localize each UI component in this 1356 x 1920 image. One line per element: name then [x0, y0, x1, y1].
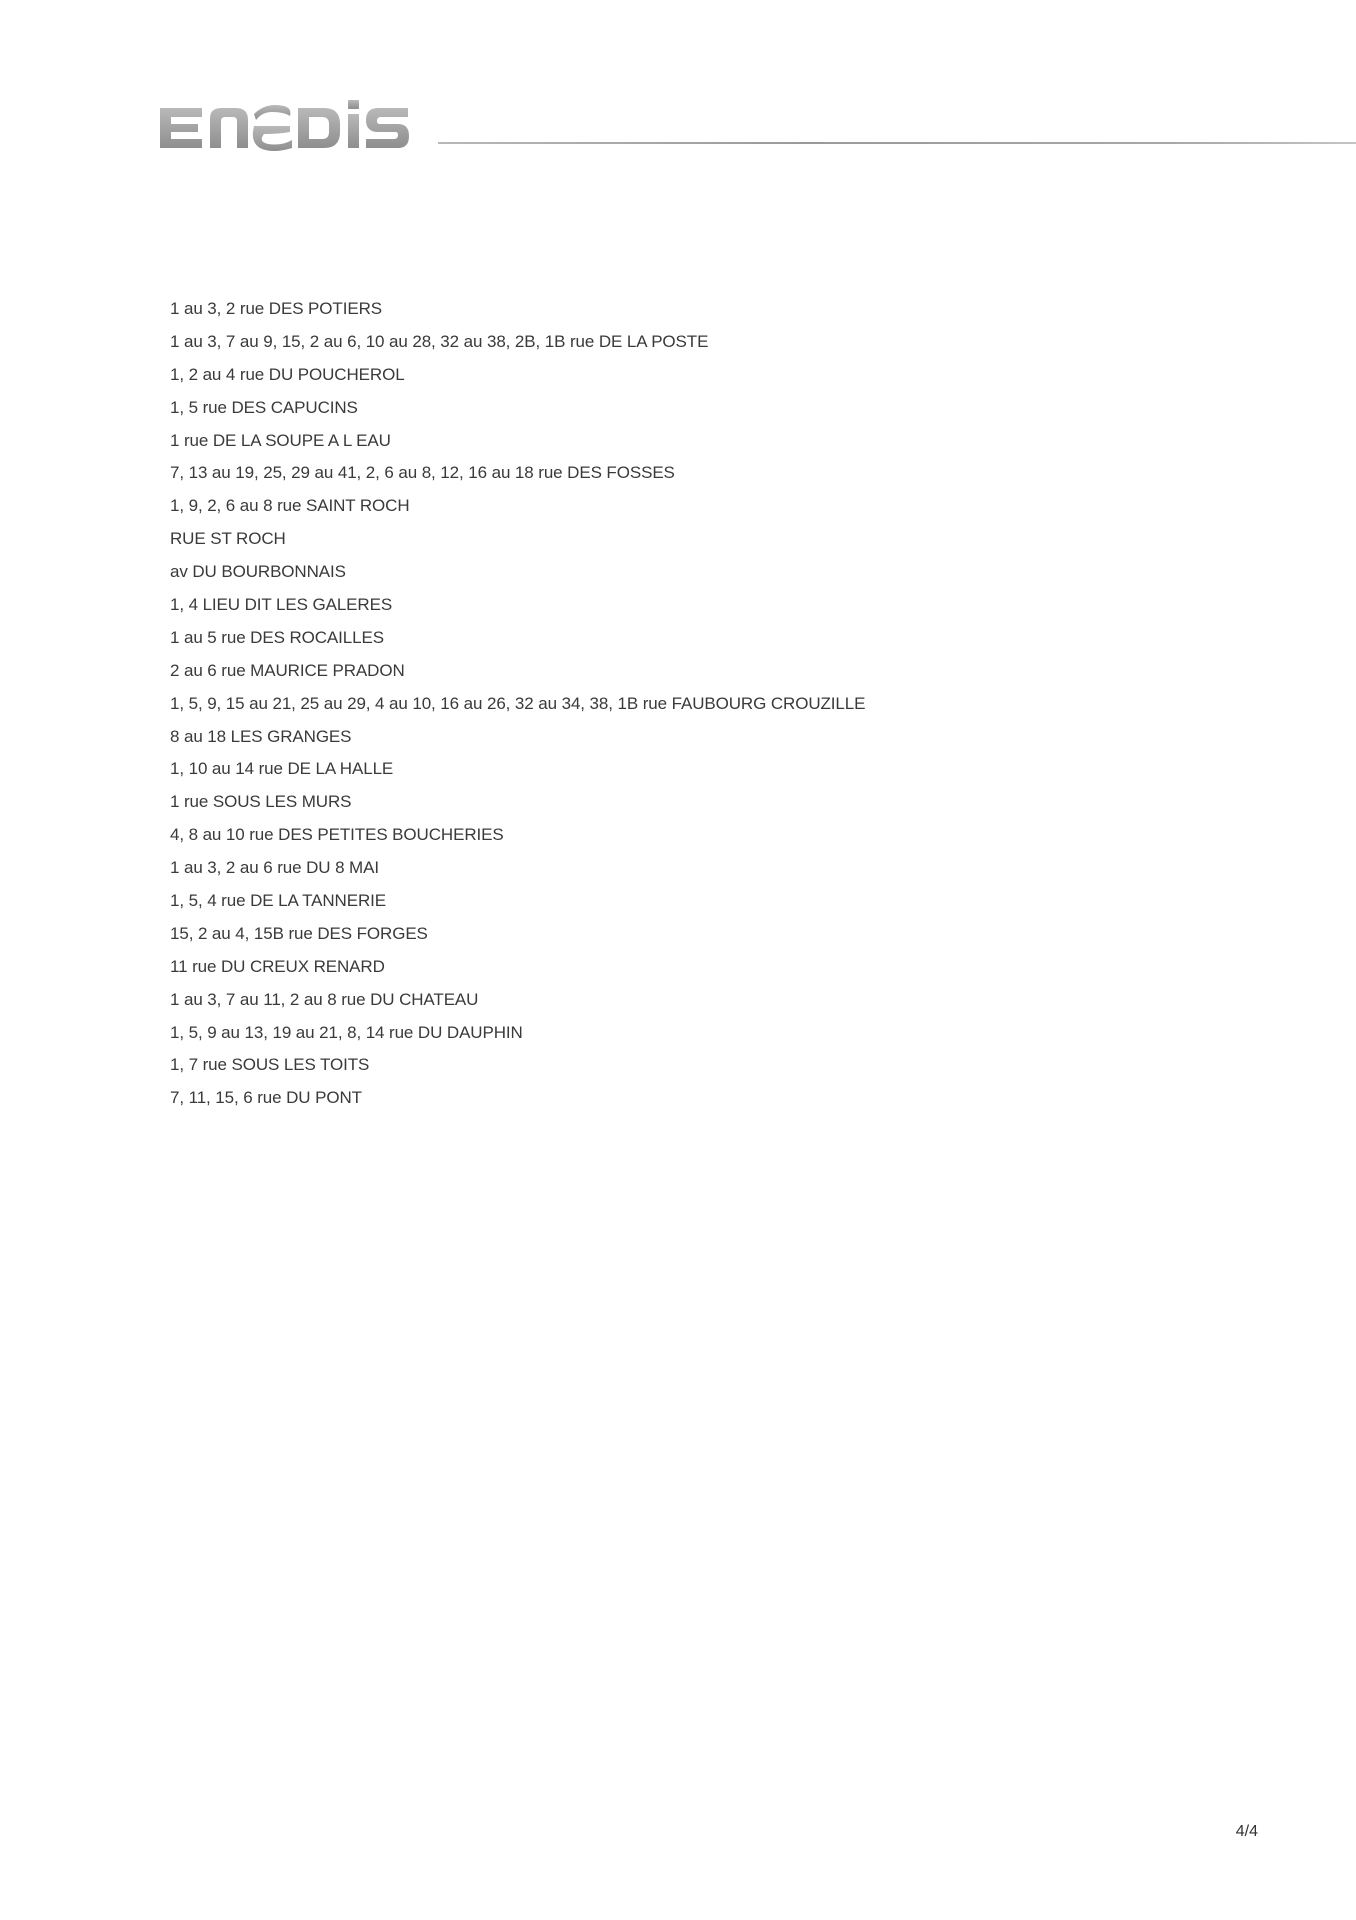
address-line: 1, 5 rue DES CAPUCINS	[170, 397, 358, 417]
address-line: 1, 5, 9, 15 au 21, 25 au 29, 4 au 10, 16 au 26, 32 au 34, 38, 1B rue FAUBOURG CROUZILLE	[170, 693, 866, 713]
address-line: 1 au 3, 7 au 11, 2 au 8 rue DU CHATEAU	[170, 989, 479, 1009]
address-line: 1 au 3, 7 au 9, 15, 2 au 6, 10 au 28, 32 au 38, 2B, 1B rue DE LA POSTE	[170, 331, 709, 351]
address-list	[170, 293, 1220, 1115]
address-line: 1 au 3, 2 au 6 rue DU 8 MAI	[170, 858, 379, 878]
address-line: 11 rue DU CREUX RENARD	[170, 956, 385, 976]
address-line: 1 au 5 rue DES ROCAILLES	[170, 627, 384, 647]
address-line: 2 au 6 rue MAURICE PRADON	[170, 660, 405, 680]
address-line: 1, 7 rue SOUS LES TOITS	[170, 1055, 370, 1075]
header-rule	[438, 142, 1356, 144]
address-line: 7, 13 au 19, 25, 29 au 41, 2, 6 au 8, 12, 16 au 18 rue DES FOSSES	[170, 463, 675, 483]
enedis-logo	[158, 96, 418, 156]
address-line: 1, 5, 4 rue DE LA TANNERIE	[170, 891, 386, 911]
address-line: RUE ST ROCH	[170, 529, 286, 549]
address-line: 1, 2 au 4 rue DU POUCHEROL	[170, 364, 405, 384]
address-line: av DU BOURBONNAIS	[170, 562, 346, 582]
address-line: 1 rue SOUS LES MURS	[170, 792, 352, 812]
address-line: 1, 4 LIEU DIT LES GALERES	[170, 595, 393, 615]
address-line: 1 au 3, 2 rue DES POTIERS	[170, 299, 382, 318]
address-line: 1, 5, 9 au 13, 19 au 21, 8, 14 rue DU DAUPHIN	[170, 1022, 523, 1042]
address-line: 4, 8 au 10 rue DES PETITES BOUCHERIES	[170, 825, 504, 845]
address-line: 1, 10 au 14 rue DE LA HALLE	[170, 759, 394, 779]
address-line: 1 rue DE LA SOUPE A L EAU	[170, 430, 391, 450]
address-line: 1, 9, 2, 6 au 8 rue SAINT ROCH	[170, 496, 410, 516]
page-number: 4/4	[1235, 1823, 1258, 1840]
address-line: 8 au 18 LES GRANGES	[170, 726, 352, 746]
page-header	[158, 96, 1356, 156]
address-line: 7, 11, 15, 6 rue DU PONT	[170, 1088, 362, 1108]
address-line: 15, 2 au 4, 15B rue DES FORGES	[170, 923, 428, 943]
